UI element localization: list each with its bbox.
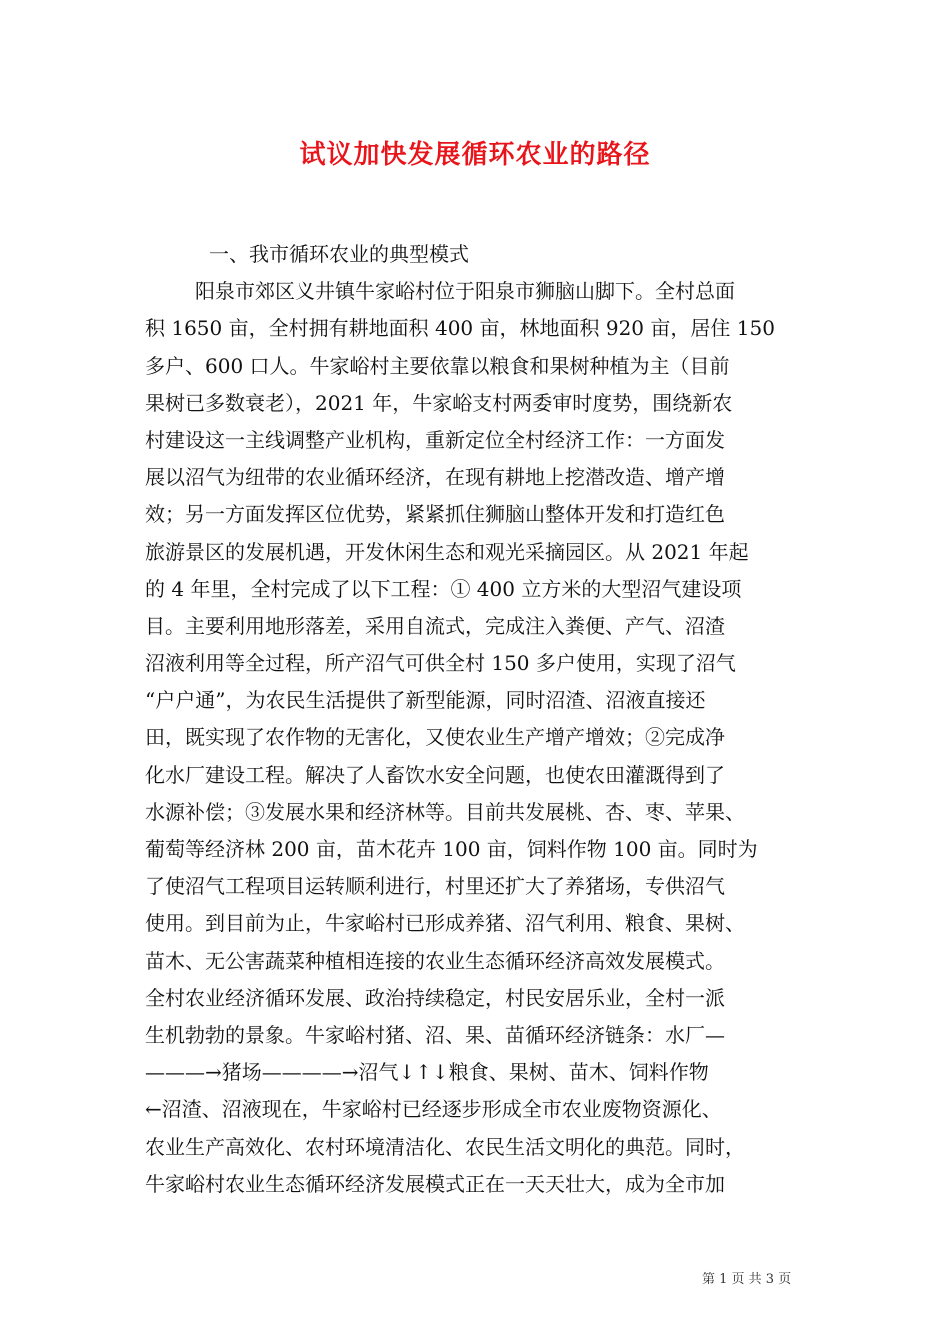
paragraph: [145, 273, 825, 1203]
paragraph-line: 展以沼气为纽带的农业循环经济，在现有耕地上挖潜改造、增产增: [145, 465, 725, 490]
paragraph-line: 苗木、无公害蔬菜种植相连接的农业生态循环经济高效发展模式。: [145, 948, 725, 973]
paragraph-line: 了使沼气工程项目运转顺利进行，村里还扩大了养猪场，专供沼气: [145, 874, 725, 899]
paragraph-line: 水源补偿；③发展水果和经济林等。目前共发展桃、杏、枣、苹果、: [145, 799, 745, 824]
paragraph-line: ———→猪场————→沼气↓↑↓粮食、果树、苗木、饲料作物: [145, 1060, 709, 1085]
paragraph-line: 化水厂建设工程。解决了人畜饮水安全问题，也使农田灌溉得到了: [145, 762, 725, 787]
paragraph-line: 积 1650 亩，全村拥有耕地面积 400 亩，林地面积 920 亩，居住 150: [145, 316, 775, 341]
paragraph-line: 的 4 年里，全村完成了以下工程：① 400 立方米的大型沼气建设项: [145, 576, 742, 601]
document-body: [145, 236, 825, 1203]
paragraph-line: 多户、600 口人。牛家峪村主要依靠以粮食和果树种植为主（目前: [145, 353, 730, 378]
paragraph-line: 使用。到目前为止，牛家峪村已形成养猪、沼气利用、粮食、果树、: [145, 911, 745, 936]
paragraph-line: 田，既实现了农作物的无害化，又使农业生产增产增效；②完成净: [145, 725, 725, 750]
paragraph-line: 牛家峪村农业生态循环经济发展模式正在一天天壮大，成为全市加: [145, 1171, 725, 1196]
page-title: 试议加快发展循环农业的路径: [299, 140, 651, 170]
page-indicator: 第 1 页 共 3 页: [702, 1272, 792, 1287]
paragraph-line: ←沼渣、沼液现在，牛家峪村已经逐步形成全市农业废物资源化、: [145, 1097, 722, 1122]
paragraph-line: 村建设这一主线调整产业机构，重新定位全村经济工作：一方面发: [145, 427, 725, 452]
paragraph-line: 生机勃勃的景象。牛家峪村猪、沼、果、苗循环经济链条：水厂—: [145, 1022, 725, 1047]
paragraph-line: 农业生产高效化、农村环境清洁化、农民生活文明化的典范。同时，: [145, 1134, 745, 1159]
section-heading: 一、我市循环农业的典型模式: [209, 242, 469, 266]
paragraph-line: 旅游景区的发展机遇，开发休闲生态和观光采摘园区。从 2021 年起: [145, 539, 749, 564]
paragraph-line: 目。主要利用地形落差，采用自流式，完成注入粪便、产气、沼渣: [145, 613, 725, 638]
paragraph-line: 全村农业经济循环发展、政治持续稳定，村民安居乐业，全村一派: [145, 985, 725, 1010]
paragraph-line: 葡萄等经济林 200 亩，苗木花卉 100 亩，饲料作物 100 亩。同时为: [145, 837, 758, 861]
paragraph-line: 沼液利用等全过程，所产沼气可供全村 150 多户使用，实现了沼气: [145, 651, 736, 676]
paragraph-line: 阳泉市郊区义井镇牛家峪村位于阳泉市狮脑山脚下。全村总面: [195, 279, 735, 304]
paragraph-line: 果树已多数衰老），2021 年，牛家峪支村两委审时度势，围绕新农: [145, 390, 733, 415]
paragraph-line: 效；另一方面发挥区位优势，紧紧抓住狮脑山整体开发和打造红色: [145, 502, 725, 527]
paragraph-line: “户户通”，为农民生活提供了新型能源，同时沼渣、沼液直接还: [145, 688, 706, 713]
